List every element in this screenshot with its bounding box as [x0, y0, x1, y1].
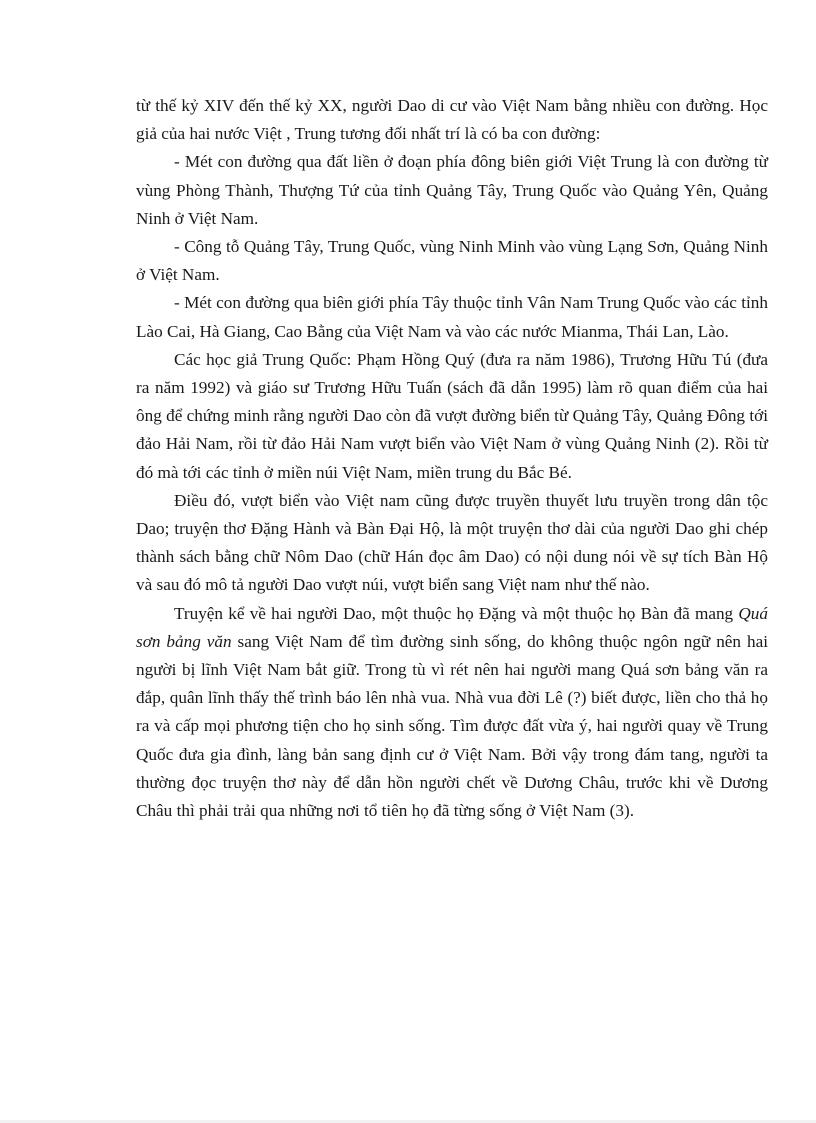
story-text-after: sang Việt Nam để tìm đường sinh sống, do không thuộc ngôn ngữ nên hai người bị lĩnh Việt Nam bắt giữ. Trong tù vì rét nên hai người mang Quá sơn bảng văn ra đắp, quân lĩnh thấy thế trình báo lên nhà vua. Nhà vua đời Lê (?) biết được, liền cho thả họ ra và cấp mọi phương tiện cho họ sinh sống. Tìm được đất vừa ý, hai người quay về Trung Quốc đưa gia đình, làng bản sang định cư ở Việt Nam. Bởi vậy trong đám tang, người ta thường đọc truyện thơ này để dẫn hồn người chết về Dương Châu, trước khi về Dương Châu thì phải trải qua những nơi tổ tiên họ đã từng sống ở Việt Nam (3). [136, 631, 768, 821]
paragraph-legend: Điều đó, vượt biển vào Việt nam cũng được truyền thuyết lưu truyền trong dân tộc Dao; truyện thơ Đặng Hành và Bàn Đại Hộ, là một truyện thơ dài của người Dao ghi chép thành sách bằng chữ Nôm Dao (chữ Hán đọc âm Dao) có nội dung nói về sự tích Bàn Hộ và sau đó mô tả người Dao vượt núi, vượt biển sang Việt nam như thế nào. [136, 490, 768, 595]
paragraph-route-2: - Công tỗ Quảng Tây, Trung Quốc, vùng Ninh Minh vào vùng Lạng Sơn, Quảng Ninh ở Việt Nam. [136, 237, 768, 285]
book-title-italic: Quá sơn bảng văn [136, 603, 768, 651]
paragraph-continuation: từ thế kỷ XIV đến thế kỷ XX, người Dao di cư vào Việt Nam bằng nhiều con đường. Học giả của hai nước Việt , Trung tương đối nhất trí là có ba con đường: [136, 96, 768, 144]
document-page [136, 92, 768, 825]
paragraph-route-3: - Mét con đường qua biên giới phía Tây thuộc tỉnh Vân Nam Trung Quốc vào các tỉnh Lào Cai, Hà Giang, Cao Bằng của Việt Nam và vào các nước Mianma, Thái Lan, Lào. [136, 293, 768, 341]
paragraph-story [136, 600, 768, 826]
paragraph-chinese-scholars: Các học giả Trung Quốc: Phạm Hồng Quý (đưa ra năm 1986), Trương Hữu Tú (đưa ra năm 1992) và giáo sư Trương Hữu Tuấn (sách đã dẫn 1995) làm rõ quan điểm của hai ông để chứng minh rằng người Dao còn đã vượt đường biển từ Quảng Tây, Quảng Đông tới đảo Hải Nam, rồi từ đảo Hải Nam vượt biển vào Việt Nam ở vùng Quảng Ninh (2). Rồi từ đó mà tới các tỉnh ở miền núi Việt Nam, miền trung du Bắc Bé. [136, 349, 768, 482]
paragraph-route-1: - Mét con đường qua đất liền ở đoạn phía đông biên giới Việt Trung là con đường từ vùng Phòng Thành, Thượng Tứ của tỉnh Quảng Tây, Trung Quốc vào Quảng Yên, Quảng Ninh ở Việt Nam. [136, 152, 768, 228]
story-text-before: Truyện kể về hai người Dao, một thuộc họ Đặng và một thuộc họ Bàn đã mang [174, 603, 739, 623]
